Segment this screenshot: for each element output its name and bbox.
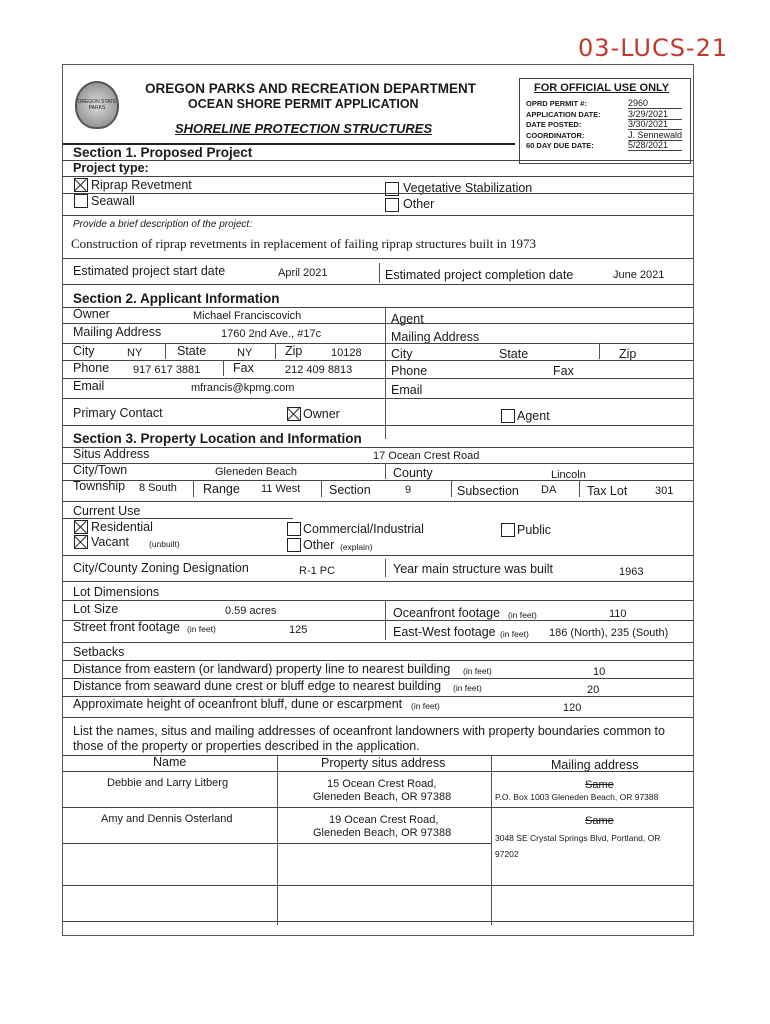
agent-state-label: State [499,347,529,361]
residential-checkbox[interactable] [74,520,88,534]
official-row-value: J. Sennewald [628,129,683,140]
seawall-label: Seawall [91,194,135,208]
completion-date-value: June 2021 [613,269,665,281]
phone-value: 917 617 3881 [133,364,201,376]
section3-title: Section 3. Property Location and Information [73,431,362,446]
year-built-value: 1963 [619,566,644,578]
neighbor-2-situs-line2: Gleneden Beach, OR 97388 [313,827,452,839]
neighbor-2-mailing-same: Same [585,815,614,827]
city-town-label: City/Town [73,463,128,477]
email-value: mfrancis@kpmg.com [191,382,295,394]
seal-text: OREGON STATE PARKS [77,99,117,111]
primary-owner-label: Owner [303,407,340,421]
year-built-label: Year main structure was built [393,562,554,576]
email-label: Email [73,379,105,393]
seawall-checkbox[interactable] [74,194,88,208]
official-use-box [519,78,691,164]
agent-zip-label: Zip [619,347,637,361]
handwritten-file-number: 03-LUCS-21 [578,34,729,62]
setback-dune-unit: (in feet) [453,683,482,693]
official-row-value: 3/29/2021 [628,109,682,120]
riprap-label: Riprap Revetment [91,178,192,192]
riprap-checkbox[interactable] [74,178,88,192]
primary-agent-checkbox[interactable] [501,409,515,423]
agent-fax-label: Fax [553,364,574,378]
street-front-value: 125 [289,624,308,636]
oceanfront-value: 110 [609,608,627,620]
state-label: State [177,344,207,358]
commercial-checkbox[interactable] [287,522,301,536]
taxlot-label: Tax Lot [587,484,628,498]
neighbor-1-situs-line1: 15 Ocean Crest Road, [327,778,437,790]
official-row-label: DATE POSTED: [526,120,582,129]
official-row-label: COORDINATOR: [526,130,585,140]
bluff-height-value: 120 [563,702,582,714]
neighbor-2-mailing-line1: 3048 SE Crystal Springs Blvd, Portland, OR [495,833,661,843]
table-header-situs: Property situs address [321,756,446,770]
neighbor-1-situs-line2: Gleneden Beach, OR 97388 [313,791,452,803]
table-header-name: Name [153,755,187,769]
east-west-value: 186 (North), 235 (South) [549,627,669,639]
situs-label: Situs Address [73,447,150,461]
taxlot-value: 301 [655,485,674,497]
setbacks-label: Setbacks [73,645,125,659]
commercial-label: Commercial/Industrial [303,522,424,536]
vacant-label: Vacant [91,535,129,549]
other-use-label: Other [303,538,335,552]
neighbor-2-mailing-line2: 97202 [495,849,519,859]
range-label: Range [203,482,240,496]
street-front-unit: (in feet) [187,624,216,634]
start-date-label: Estimated project start date [73,264,226,278]
township-value: 8 South [139,482,177,494]
public-checkbox[interactable] [501,523,515,537]
county-label: County [393,466,433,480]
county-value: Lincoln [551,469,586,481]
project-description: Construction of riprap revetments in replacement of failing riprap structures built in 1973 [71,236,536,251]
section-label: Section [329,483,371,497]
situs-value: 17 Ocean Crest Road [373,450,480,462]
fax-value: 212 409 8813 [285,364,353,376]
other-label: Other [403,197,435,211]
oceanfront-label: Oceanfront footage [393,606,501,620]
residential-label: Residential [91,520,153,534]
setback-dune-value: 20 [587,684,600,696]
street-front-label: Street front footage [73,620,181,634]
current-use-label: Current Use [73,504,141,518]
neighbor-2-situs-line1: 19 Ocean Crest Road, [329,814,439,826]
subsection-value: DA [541,484,557,496]
other-use-checkbox[interactable] [287,538,301,552]
agent-city-label: City [391,347,413,361]
setback-eastern-value: 10 [593,666,606,678]
official-row-label: 60 DAY DUE DATE: [526,141,594,150]
form-subtitle: SHORELINE PROTECTION STRUCTURES [175,121,433,136]
oprd-seal-icon [75,81,119,129]
east-west-label: East-West footage [393,625,496,639]
start-date-value: April 2021 [278,267,328,279]
other-use-note: (explain) [340,542,373,552]
department-title: OREGON PARKS AND RECREATION DEPARTMENT [145,81,477,96]
neighbor-2-name: Amy and Dennis Osterland [101,813,233,825]
setback-eastern-unit: (in feet) [463,666,492,676]
vacant-checkbox[interactable] [74,535,88,549]
official-use-title: FOR OFFICIAL USE ONLY [534,82,670,94]
agent-mailing-label: Mailing Address [391,330,480,344]
lot-size-label: Lot Size [73,602,119,616]
zoning-label: City/County Zoning Designation [73,561,249,575]
primary-agent-label: Agent [517,409,550,423]
form-title: OCEAN SHORE PERMIT APPLICATION [188,97,419,111]
zip-value: 10128 [331,347,362,359]
official-row-value: 5/28/2021 [628,140,682,151]
other-checkbox[interactable] [385,198,399,212]
agent-email-label: Email [391,383,423,397]
section2-title: Section 2. Applicant Information [73,291,280,306]
official-row-label: OPRD PERMIT #: [526,99,587,108]
zoning-value: R-1 PC [299,565,336,577]
vacant-note: (unbuilt) [149,539,180,549]
setback-dune-label: Distance from seaward dune crest or bluff edge to nearest building [73,679,442,693]
city-value: NY [127,347,143,359]
mailing-value: 1760 2nd Ave., #17c [221,328,322,340]
phone-label: Phone [73,361,110,375]
completion-date-label: Estimated project completion date [385,268,574,282]
bluff-height-unit: (in feet) [411,701,440,711]
project-type-label: Project type: [73,161,149,175]
primary-owner-checkbox[interactable] [287,407,301,421]
description-prompt: Provide a brief description of the project: [73,219,252,230]
fax-label: Fax [233,361,254,375]
primary-contact-label: Primary Contact [73,406,163,420]
section-value: 9 [405,484,412,496]
neighbor-1-mailing-same: Same [585,779,614,791]
agent-label: Agent [391,312,424,326]
bluff-height-label: Approximate height of oceanfront bluff, dune or escarpment [73,697,403,711]
setback-eastern-label: Distance from eastern (or landward) property line to nearest building [73,662,451,676]
section1-title: Section 1. Proposed Project [73,145,253,160]
mailing-label: Mailing Address [73,325,162,339]
east-west-unit: (in feet) [500,629,529,639]
city-town-value: Gleneden Beach [215,466,297,478]
neighbor-1-name: Debbie and Larry Litberg [107,777,229,789]
neighbor-1-mailing-line1: P.O. Box 1003 Gleneden Beach, OR 97388 [495,792,659,802]
neighbors-prompt: List the names, situs and mailing addresses of oceanfront landowners with property boundaries common to those of the property or properties described in the application. [73,724,665,753]
zip-label: Zip [285,344,303,358]
agent-phone-label: Phone [391,364,428,378]
township-label: Township [73,479,126,493]
permit-form [62,64,694,936]
range-value: 11 West [261,483,301,495]
public-label: Public [517,523,552,537]
official-row-label: APPLICATION DATE: [526,109,601,119]
subsection-label: Subsection [457,484,519,498]
owner-value: Michael Franciscovich [193,310,302,322]
state-value: NY [237,347,253,359]
official-row-value: 3/30/2021 [628,119,682,130]
oceanfront-unit: (in feet) [508,610,537,620]
lot-size-value: 0.59 acres [225,605,277,617]
vegetative-label: Vegetative Stabilization [403,181,533,195]
city-label: City [73,344,95,358]
official-row-value: 2960 [628,98,682,109]
owner-label: Owner [73,307,110,321]
lot-dimensions-label: Lot Dimensions [73,585,160,599]
table-header-mailing: Mailing address [551,758,639,772]
